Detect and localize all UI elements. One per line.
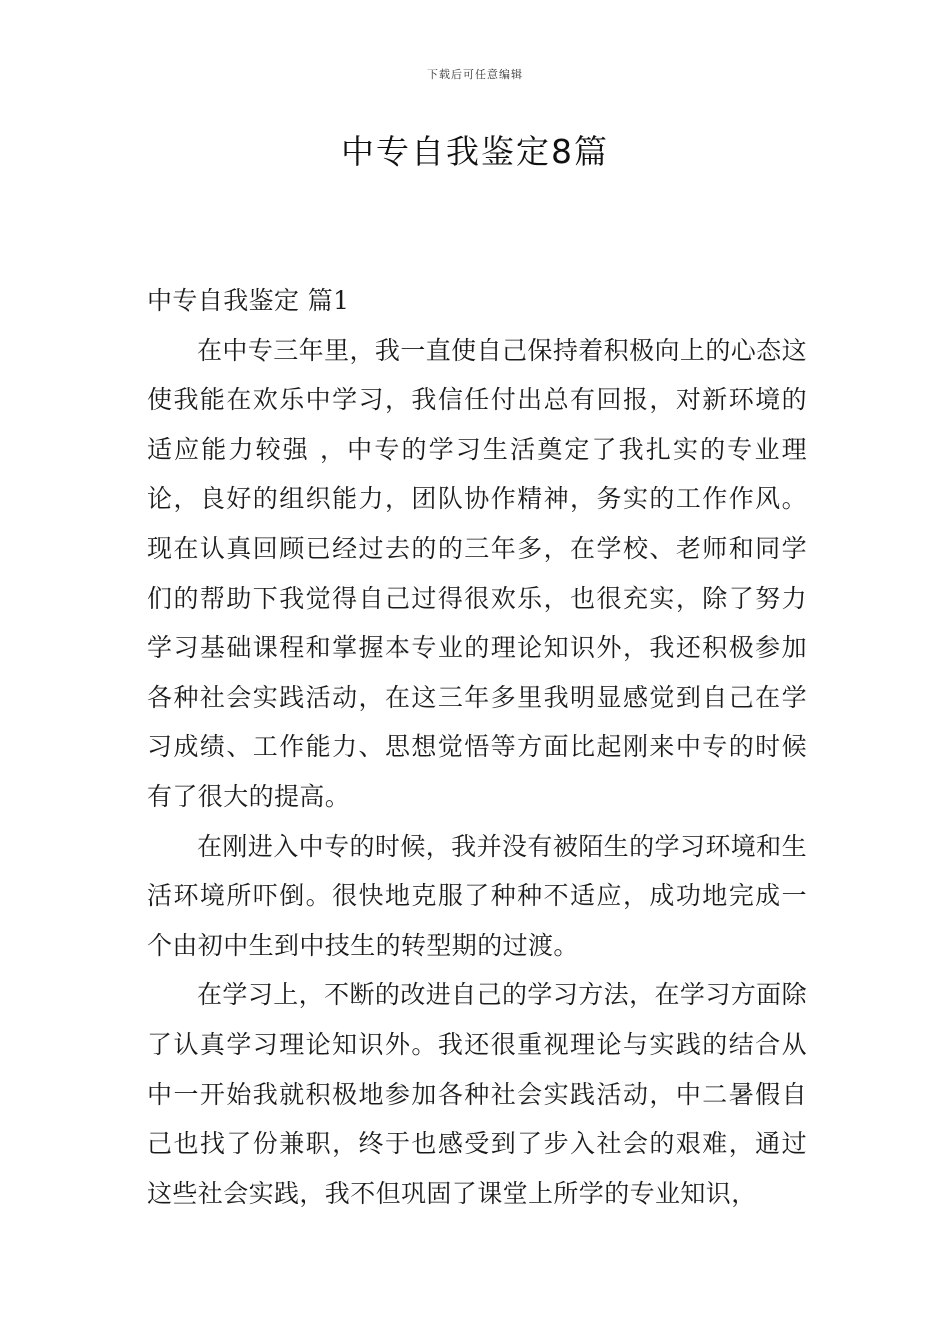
body-paragraph: 在刚进入中专的时候，我并没有被陌生的学习环境和生活环境所吓倒。很快地克服了种种不适应，成功地完成一个由初中生到中技生的转型期的过渡。 — [147, 831, 807, 960]
body-paragraph: 在学习上，不断的改进自己的学习方法，在学习方面除了认真学习理论知识外。我还很重视理论与实践的结合从中一开始我就积极地参加各种社会实践活动，中二暑假自己也找了份兼职，终于也感受到了步入社会的艰难，通过这些社会实践，我不但巩固了课堂上所学的专业知识， — [147, 980, 807, 1208]
section-heading: 中专自我鉴定 篇1 — [147, 286, 350, 315]
document-title: 中专自我鉴定8篇 — [341, 132, 609, 171]
body-paragraph: 在中专三年里，我一直使自己保持着积极向上的心态这使我能在欢乐中学习，我信任付出总有回报，对新环境的适应能力较强 ，中专的学习生活奠定了我扎实的专业理论，良好的组织能力，团队协作精神，务实的工作作风。现在认真回顾已经过去的的三年多，在学校、老师和同学们的帮助下我觉得自己过得很欢乐，也很充实，除了努力学习基础课程和掌握本专业的理论知识外，我还积极参加各种社会实践活动，在这三年多里我明显感觉到自己在学习成绩、工作能力、思想觉悟等方面比起刚来中专的时候有了很大的提高。 — [147, 335, 807, 811]
page-header-note: 下载后可任意编辑 — [427, 68, 523, 81]
document-body — [147, 276, 807, 1218]
